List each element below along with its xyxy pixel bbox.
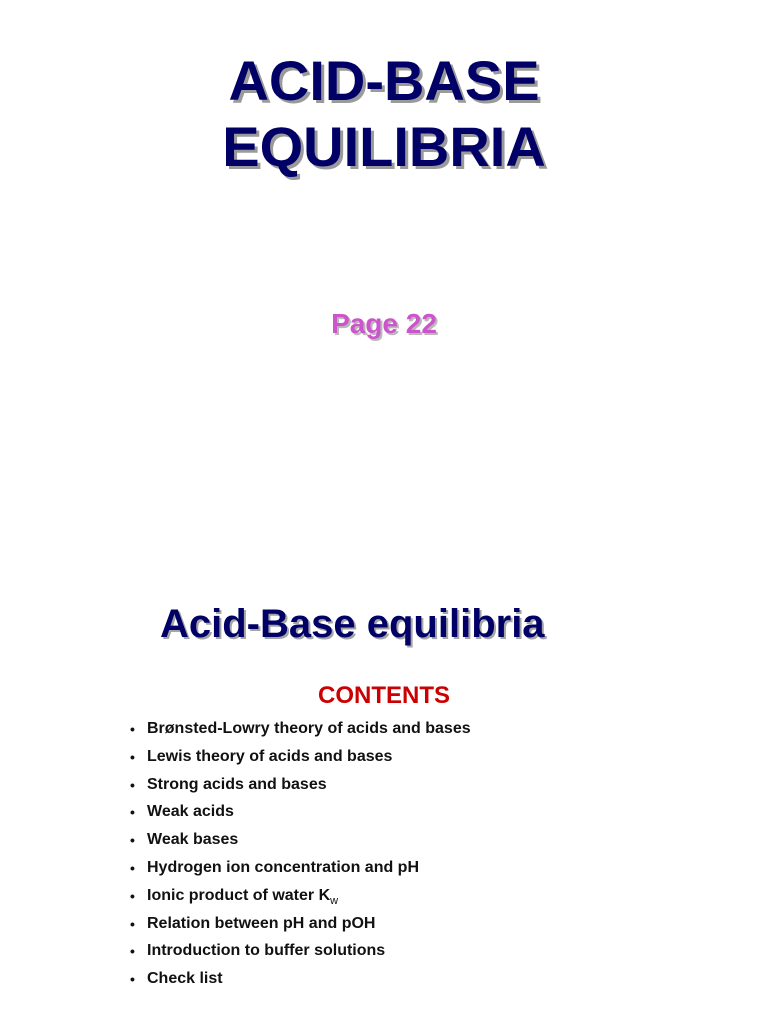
list-item-text: Weak acids	[147, 803, 234, 821]
list-item-text-main: Ionic product of water K	[147, 886, 331, 904]
list-item-text: Lewis theory of acids and bases	[147, 747, 393, 765]
list-item	[130, 774, 471, 802]
bullet-icon: •	[130, 776, 135, 793]
bullet-icon: •	[130, 887, 135, 904]
main-title	[0, 48, 768, 180]
list-item-text: Weak bases	[147, 831, 239, 849]
bullet-icon: •	[130, 721, 135, 737]
list-item	[130, 829, 471, 857]
kw-subscript: w	[330, 894, 339, 907]
bullet-icon: •	[130, 943, 135, 960]
main-title-line-1: ACID-BASE	[228, 49, 540, 112]
bullet-icon: •	[130, 859, 135, 876]
contents-list	[130, 718, 471, 996]
list-item	[130, 968, 471, 996]
list-item	[130, 718, 471, 746]
list-item-text: Hydrogen ion concentration and pH	[147, 858, 420, 876]
page-label: Page 22	[331, 308, 437, 339]
main-title-line-2: EQUILIBRIA	[222, 115, 546, 178]
list-item-text: Brønsted-Lowry theory of acids and bases	[147, 720, 471, 737]
list-item-text: Strong acids and bases	[147, 775, 327, 793]
list-item-text	[147, 885, 338, 912]
list-item-text: Introduction to buffer solutions	[147, 942, 386, 960]
bullet-icon: •	[130, 915, 135, 932]
bullet-icon: •	[130, 971, 135, 988]
bullet-icon: •	[130, 804, 135, 821]
list-item	[130, 857, 471, 885]
list-item-text: Relation between pH and pOH	[147, 914, 376, 932]
bullet-icon: •	[130, 748, 135, 765]
list-item	[130, 913, 471, 941]
contents-heading: CONTENTS	[318, 682, 450, 709]
section-title: Acid-Base equilibria	[160, 602, 545, 646]
list-item	[130, 801, 471, 829]
list-item	[130, 746, 471, 774]
list-item	[130, 885, 471, 913]
bullet-icon: •	[130, 832, 135, 849]
list-item-text: Check list	[147, 970, 223, 988]
list-item	[130, 940, 471, 968]
